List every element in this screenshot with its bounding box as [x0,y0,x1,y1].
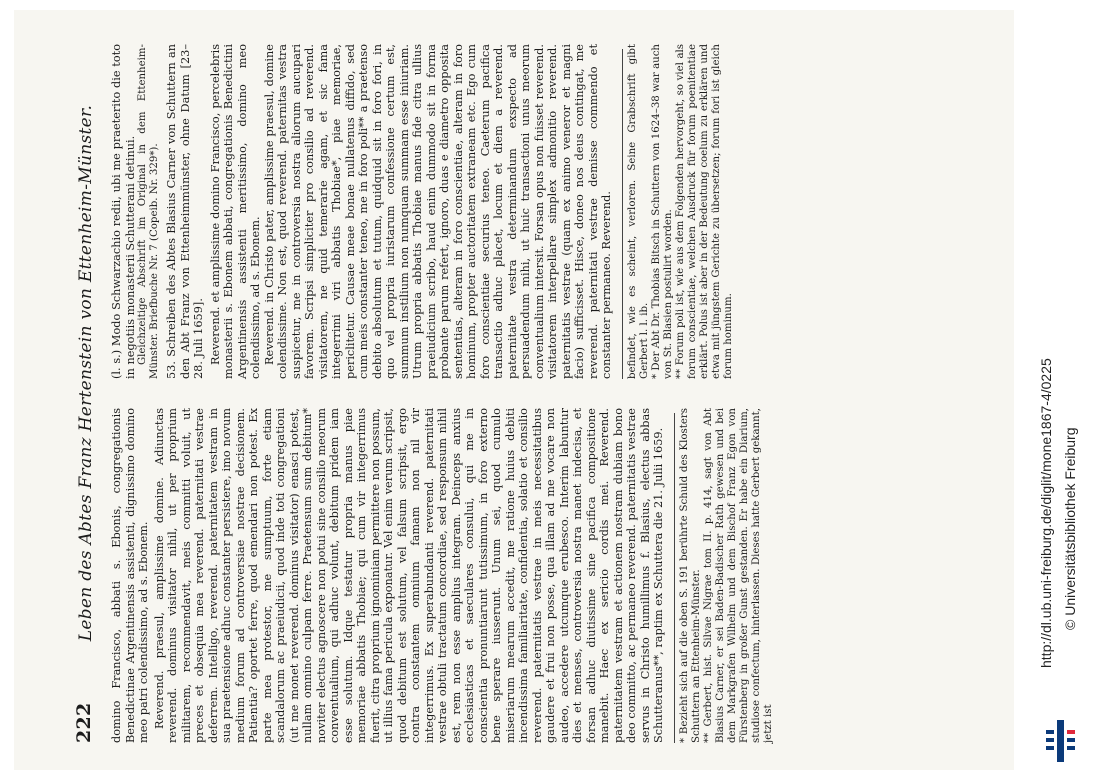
letter-body: Reverend. in Christo pater, amplissime praesul, domine colendissime. Non est, quod reverend. paternitas vestra suspicetur, me in controversia nostra aliorum aucupari favorem. Scripsi simpliciter pro consilio ad reverend. visitatorem, ne quid temerarie agam, et sic fama integerrimi viri abbatis Thobiae*, piae memoriae, periclitetur. Causae meae bonae nullatenus diffido, sed cum meis constanter teneo, me in foro poli** a praetenso debito absolutum et tutum, quidquid sit in foro fori, in quo vel propria iuristarum confessione certum est, summum instilium non numquam summam esse iniuriam. Utrum propria abbatis Thobiae manus fide citra ullius praeiudicium scribo, haud enim dummodo sit in forma probante parum refert, ignoro, duas e diametro opposita sententias, alteram in foro conscientiae, alteram in foro hominum, propter auctoritatem extraneam etc. Ego cum foro conscientiae securius teneo. Caeterum pacifica transactio adhuc placet, locum et diem a reverend. paternitate vestra determinandum exspecto ad persuadendum mihi, ut huic transactioni unus meorum conventualium intersit. Forsan opus non fuisset reverend. visitatorem interpellare simplex admonitio reverend. paternitatis vestrae (quam ex animo veneror et magni facio) sufficisset. Hisce, doneo nos deus contingat, me reverend. paternitati vestrae demisse commendo et constanter permaneo. Reverend. [262,44,613,379]
footnote-separator [674,413,675,743]
side-panel [1014,0,1095,779]
footnote: befindet, wie es scheint, verloren. Seine Grabschrift gibt Gerbert l. l. ib. [626,44,650,379]
library-logo-icon [1046,716,1076,766]
postscript: (l. s.) Modo Schwarzachio redii, ubi me praeterito die toto in negotiis monasterii Schutterani detinui. [110,44,137,379]
footnote: ** Gerbert, hist. Silvae Nigrae tom II. p. 414, sagt von Abt Blasius Carner, er sei Baden-Badischer Rath gewesen und bei dem Markgrafen Wilhelm und dem Bischof Franz Egon von Fürstenberg in großer Gunst gestanden. Er habe ein Diarium, studiose confectum, hinterlassen. Dieses hatte Gerbert gekannt, jetzt ist [702,408,774,743]
source-note: Gleichzeitige Abschrift im Original in dem Ettenheim-Münster. Briefbuche Nr. 7 (Copeib. Nr. 329*). [137,44,160,379]
footnote-separator [622,49,623,379]
footnote: * Bezieht sich auf die oben S. 191 berührte Schuld des Klosters Schuttern an Ettenheim-Münster. [678,408,702,743]
page-number: 222 [73,702,95,743]
scanned-page [14,10,1014,770]
letter-body: Reverend. praesul, amplissime domine. Adiunctas reverend. dominus visitator nihil, ut per proprium militarem, recommendavit, meis committi voluit, ut preces et obsequia mea reverend. paternitati vestrae deferrem. Intelligo, reverend. paternitatem vestram in sua praetensione adhuc constanter persistere, imo novum medium forum ad controversiae nostrae decisionem. Patientia? oportet ferre, quod emendari non potest. Ex parte mea protestor, me sumptuum, forte etiam scandalorum ac praeiudicii, quod inde toti congregationi (ut me monet reverend. dominus visitator) enasci potest, nullam omnino culpam ferre. Praetensum sum debitum* noviter electus agnoscere non potui sine consilio meorum conventualium, qui adhuc volunt, debitum pridem iam esse solutum. Idque testatur propria manus piae memoriae abbatis Thobiae; qui cum vir integerrimus fuerit, citra proprium ignominiam permittere non possum, ut illius fama pericula exponatur. Vel enim verum scripsit, quod debitum est solutum, vel falsum scripsit, ergo contra constantem omnium famam non nil vir integerrimus. Ex superabundanti reverend. paternitati vestrae obtuli tractatum concordiae, sed responsum nihil est, rem non esse amplius integram. Deinceps anxius ecclesiasticas et saeculares consului, qui me in conscientia pronuntiarunt tutissimum, in foro externo bene sperare iusserunt. Unum sei, quod cumulo miseriarum mearum accedit, me ratione huius debiti incendissima familiaritate, confidentia, solatio et consilio reverend. paternitatis vestrae in meis necessitatibus gaudere et frui non posse, qua illam ad me vocare non audeo, accedere utcumque erubesco. Interim labuntur dies et menses, controversia nostra manet indecisa, et forsan adhuc diutissime sine pacifica compositione manebit. Haec ex sericio cordis mei. Reverend. paternitatem vestram et actionem nostram dubiam bono deo committo, ac permaneo reverend. paternitatis vestrae servus in Christo humillimus f. Blasius, electus abbas Schutteranus**, raptim ex Schuttera die 21. Julii 1659. [152,408,665,743]
address-paragraph: domino Francisco, abbati s. Ebonis, congregationis Benedictinae Argentinensis assistenti, dignissimo domino meo patri colendissimo, ad s. Ebonem. [110,408,150,743]
footnote: ** Forum poli ist, wie aus dem Folgenden hervorgeht, so viel als forum conscientiae, welchen Ausdruck für forum poenitentiae erklärt. Polus ist aber in der Bedeutung coelum zu erklären und etwa mit jüngstem Gerichte zu übersetzen; forum fori ist gleich forum hominum. [674,44,734,379]
source-url[interactable]: http://dl.ub.uni-freiburg.de/diglit/mone1867-4/0225 [1038,358,1054,668]
document-heading: 53. Schreiben des Abtes Blasius Carner von Schuttern an den Abt Franz von Ettenheimmünster, ohne Datum [23–28. Juli 1659]. [165,44,205,379]
rotated-page-content [73,43,876,743]
address-paragraph: Reverend. et amplissime domino Francisco, percelebris monasterii s. Ebonem abbati, congregationis Benedictini Argentinensis assistenti meritissimo, domino meo colendissimo, ad s. Ebonem. [208,44,262,379]
left-column [110,408,775,743]
footnote: * Der Abt Dr. Thobias Bitsch in Schuttern von 1624–38 war auch von St. Blasien postulirt worden. [650,44,674,379]
right-column [110,44,735,379]
copyright-notice: © Universitätsbibliothek Freiburg [1062,427,1078,630]
page-header [73,43,102,743]
running-head: Leben des Abtes Franz Hertenstein von Ettenheim-Münster. [76,104,96,642]
